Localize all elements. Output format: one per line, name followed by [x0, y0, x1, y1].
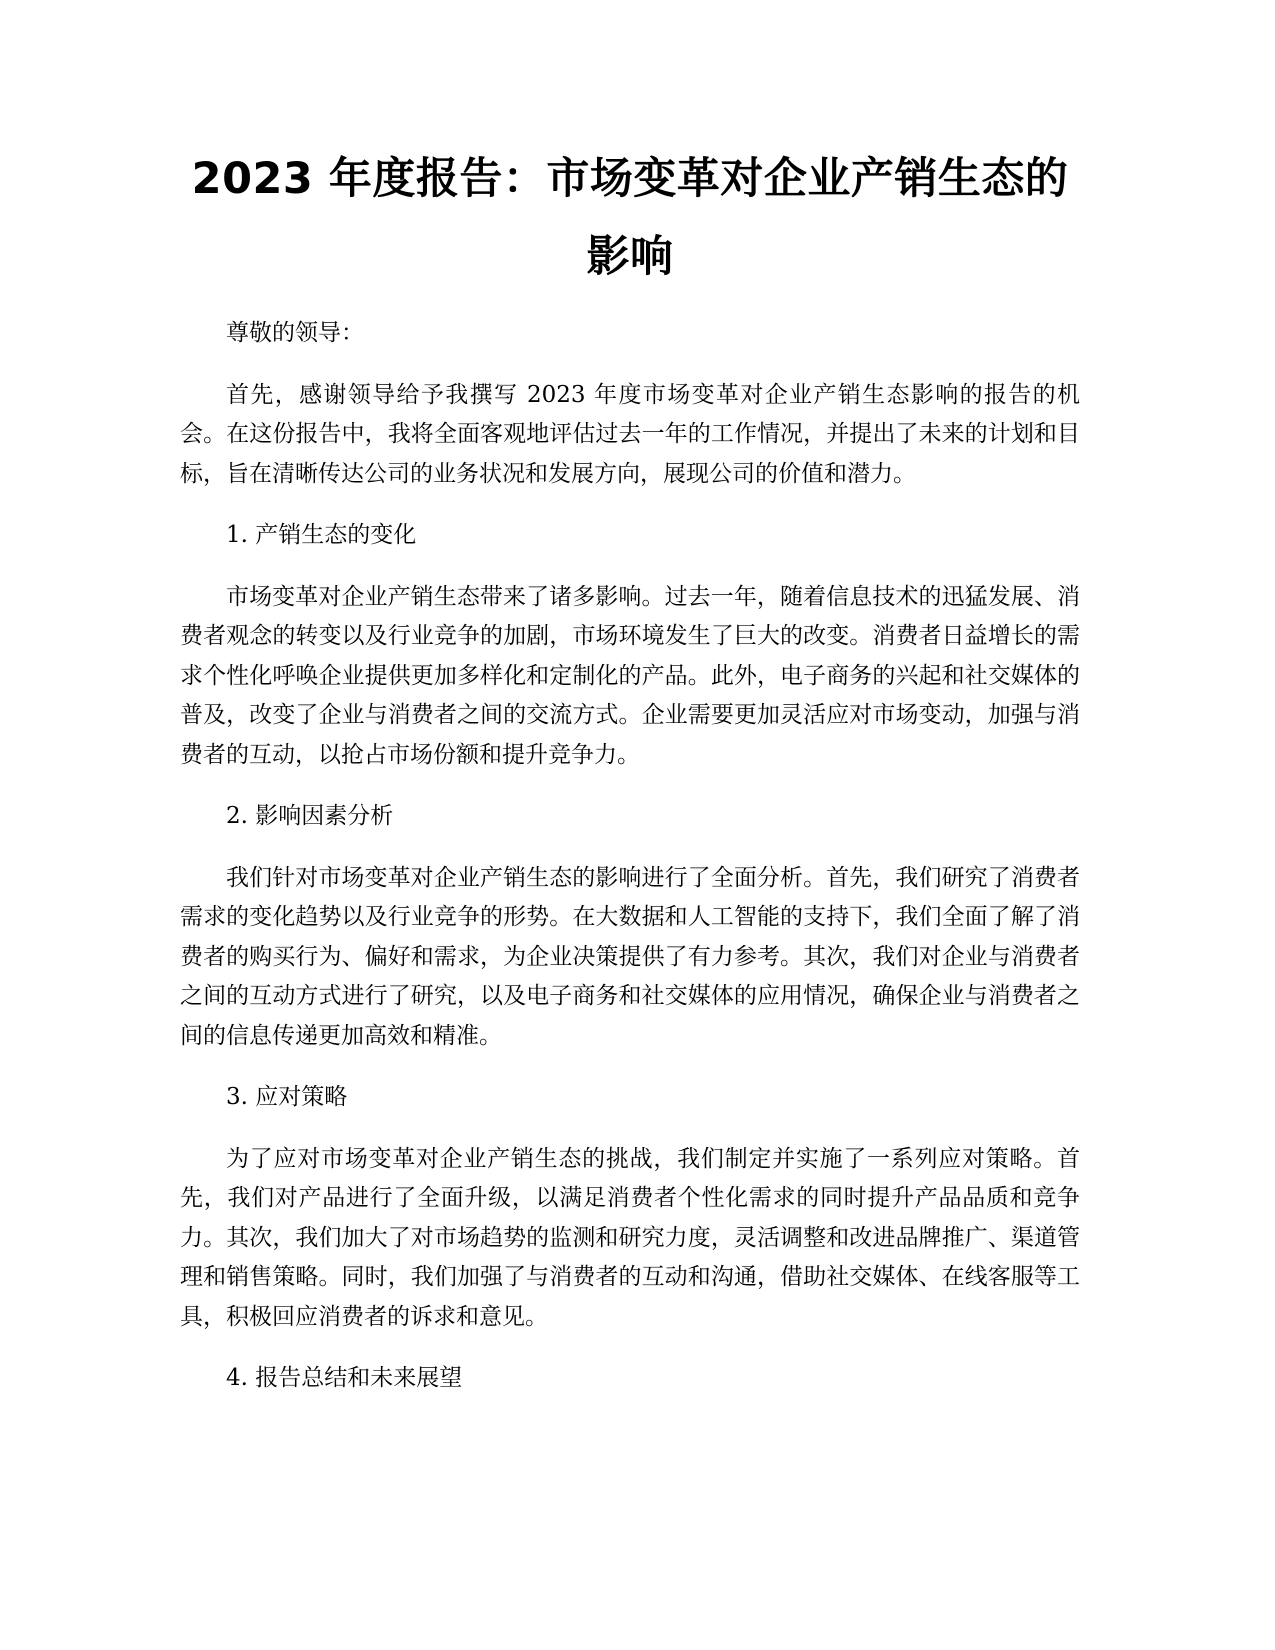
salutation: 尊敬的领导： — [226, 320, 364, 346]
section-heading-2: 2. 影响因素分析 — [226, 803, 394, 829]
section-heading-4: 4. 报告总结和未来展望 — [226, 1365, 463, 1391]
section-body-1: 市场变革对企业产销生态带来了诸多影响。过去一年，随着信息技术的迅猛发展、消费者观念的转变以及行业竞争的加剧，市场环境发生了巨大的改变。消费者日益增长的需求个性化呼唤企业提供更加多样化和定制化的产品。此外，电子商务的兴起和社交媒体的普及，改变了企业与消费者之间的交流方式。企业需要更加灵活应对市场变动，加强与消费者的互动，以抢占市场份额和提升竞争力。 — [180, 583, 1080, 768]
document-title: 2023 年度报告：市场变革对企业产销生态的影响 — [191, 154, 1069, 282]
section-heading-1: 1. 产销生态的变化 — [226, 522, 417, 548]
document-page — [180, 140, 1080, 1421]
section-body-2: 我们针对市场变革对企业产销生态的影响进行了全面分析。首先，我们研究了消费者需求的变化趋势以及行业竞争的形势。在大数据和人工智能的支持下，我们全面了解了消费者的购买行为、偏好和需求，为企业决策提供了有力参考。其次，我们对企业与消费者之间的互动方式进行了研究，以及电子商务和社交媒体的应用情况，确保企业与消费者之间的信息传递更加高效和精准。 — [180, 864, 1080, 1049]
section-body-3: 为了应对市场变革对企业产销生态的挑战，我们制定并实施了一系列应对策略。首先，我们对产品进行了全面升级，以满足消费者个性化需求的同时提升产品品质和竞争力。其次，我们加大了对市场趋势的监测和研究力度，灵活调整和改进品牌推广、渠道管理和销售策略。同时，我们加强了与消费者的互动和沟通，借助社交媒体、在线客服等工具，积极回应消费者的诉求和意见。 — [180, 1145, 1080, 1330]
section-heading-3: 3. 应对策略 — [226, 1084, 348, 1110]
intro-paragraph: 首先，感谢领导给予我撰写 2023 年度市场变革对企业产销生态影响的报告的机会。在这份报告中，我将全面客观地评估过去一年的工作情况，并提出了未来的计划和目标，旨在清晰传达公司的业务状况和发展方向，展现公司的价值和潜力。 — [180, 381, 1080, 487]
